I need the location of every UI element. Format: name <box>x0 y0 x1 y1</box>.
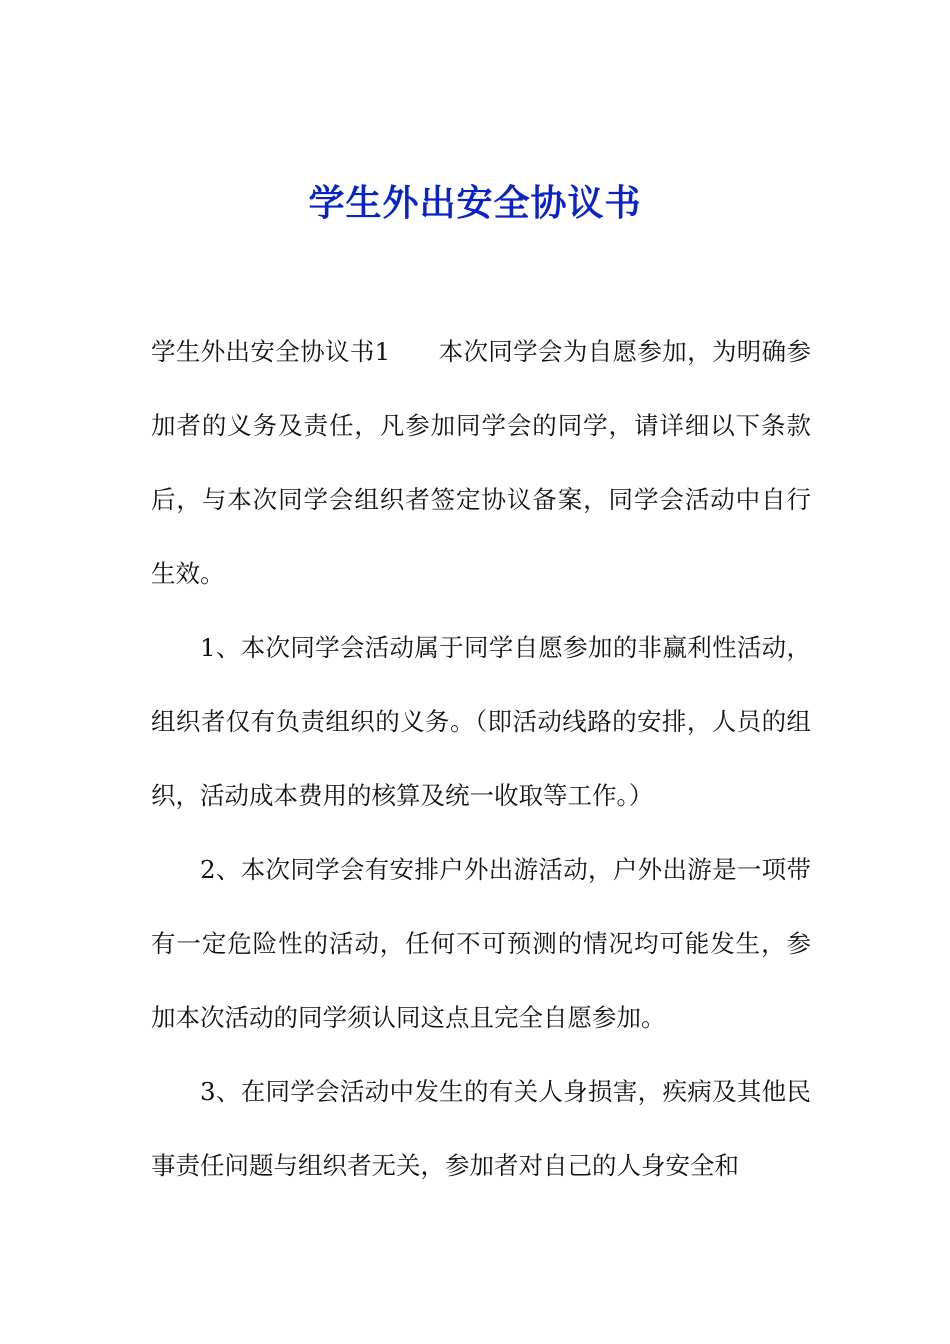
intro-text: 本次同学会为自愿参加，为明确参加者的义务及责任，凡参加同学会的同学，请详细以下条款后，与本次同学会组织者签定协议备案，同学会活动中自行生效。 <box>151 337 812 588</box>
intro-heading: 学生外出安全协议书1 <box>151 337 391 366</box>
clause-1: 1、本次同学会活动属于同学自愿参加的非赢利性活动，组织者仅有负责组织的义务。（即活动线路的安排，人员的组织，活动成本费用的核算及统一收取等工作。） <box>151 633 811 810</box>
document-body <box>151 315 811 1203</box>
document-title: 学生外出安全协议书 <box>308 183 642 224</box>
clause-2: 2、本次同学会有安排户外出游活动，户外出游是一项带有一定危险性的活动，任何不可预测的情况均可能发生，参加本次活动的同学须认同这点且完全自愿参加。 <box>151 855 811 1032</box>
intro-paragraph <box>151 315 811 611</box>
clause-3: 3、在同学会活动中发生的有关人身损害，疾病及其他民事责任问题与组织者无关，参加者对自己的人身安全和 <box>151 1077 811 1180</box>
